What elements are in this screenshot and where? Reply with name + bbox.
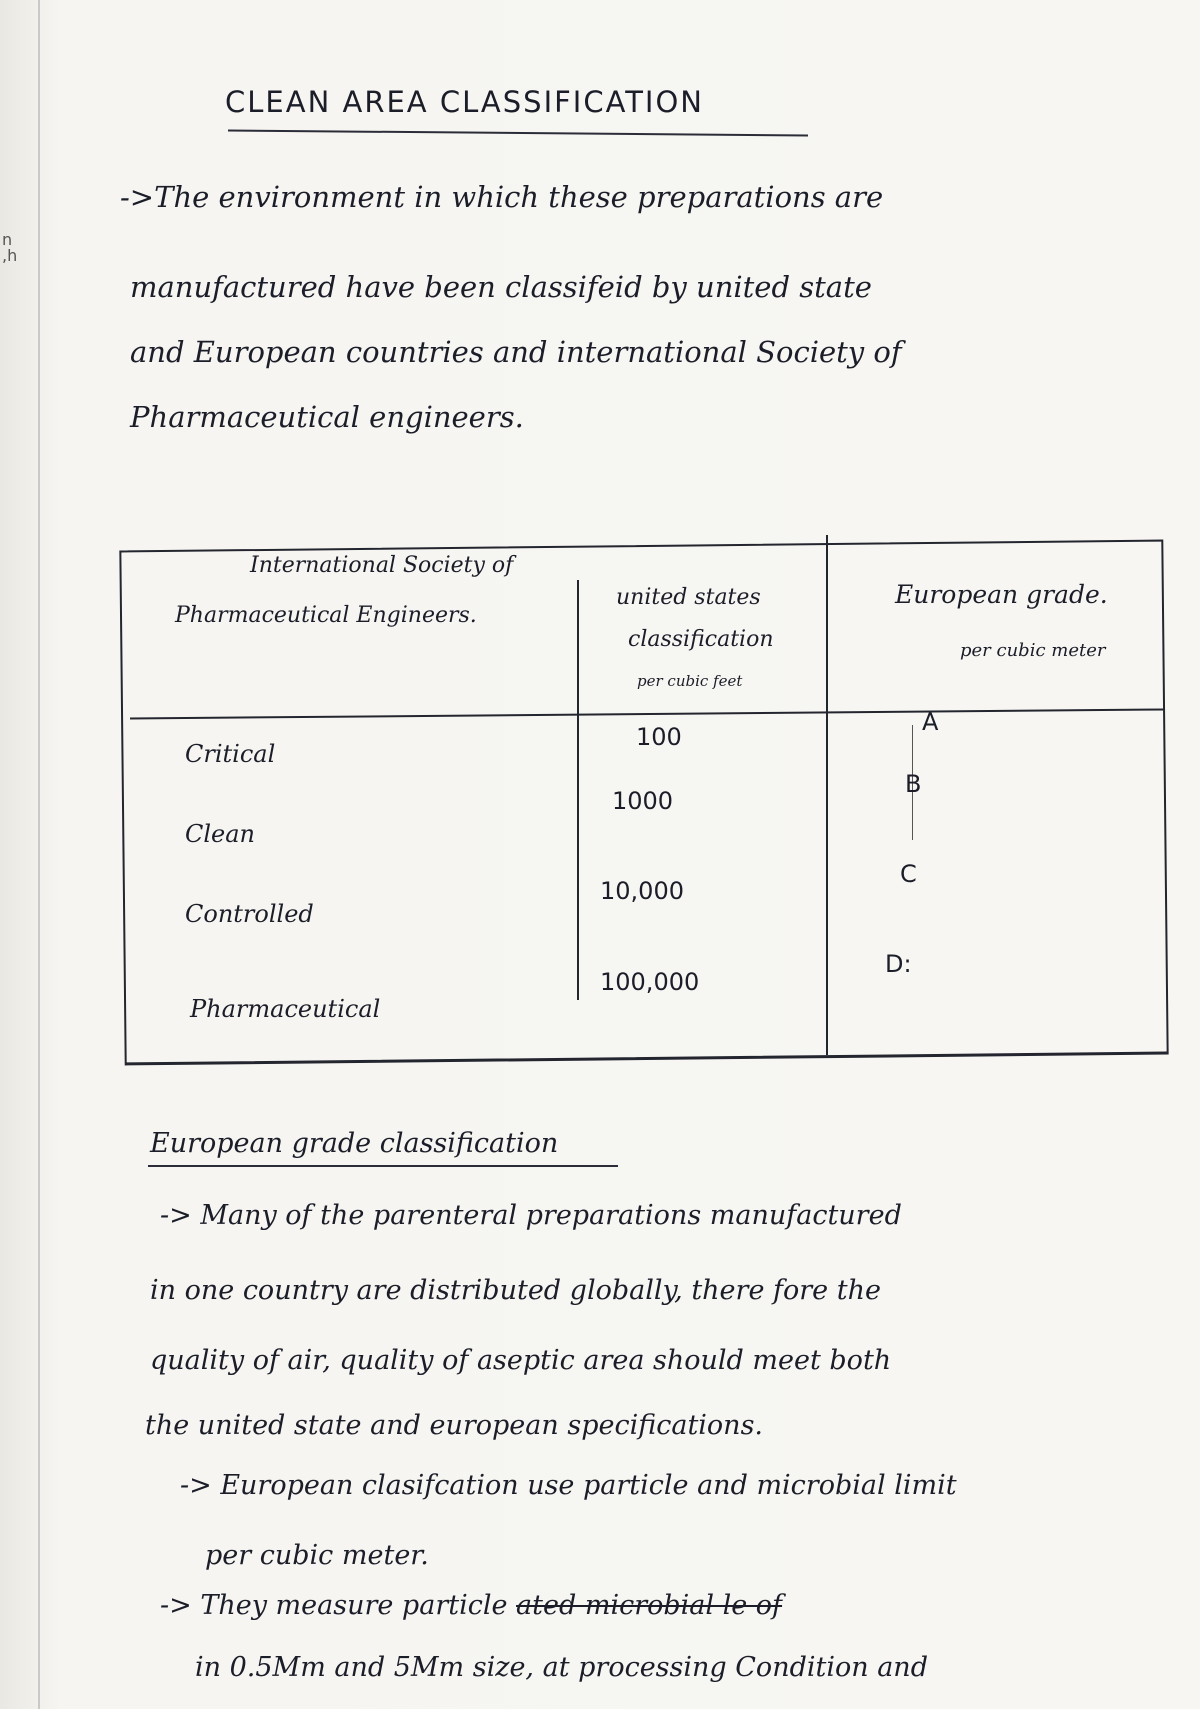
table-row-category: Pharmaceutical — [190, 995, 381, 1023]
header-ispe-line-2: Pharmaceutical Engineers. — [175, 603, 477, 628]
section-line-8: in 0.5Mm and 5Mm size, at processing Condition and — [195, 1652, 928, 1683]
table-row-category: Clean — [185, 820, 256, 848]
table-row-us-value: 100,000 — [600, 968, 700, 996]
table-row-eu-grade: D: — [885, 950, 912, 978]
section-line-3: quality of air, quality of aseptic area should meet both — [150, 1345, 892, 1376]
table-row-eu-grade: C — [900, 860, 917, 888]
section-line-7 — [160, 1590, 782, 1621]
header-eu-line-2: per cubic meter — [960, 640, 1106, 661]
section-line-2: in one country are distributed globally, there fore the — [150, 1275, 881, 1306]
section-heading-underline — [148, 1165, 618, 1167]
section-line-5: -> European clasifcation use particle and microbial limit — [180, 1470, 957, 1501]
page-title: CLEAN AREA CLASSIFICATION — [225, 85, 704, 119]
header-us-line-1: united states — [616, 585, 761, 610]
table-row-category: Controlled — [185, 900, 314, 928]
title-underline — [228, 129, 808, 136]
header-us-line-2: classification — [628, 627, 774, 652]
header-ispe-line-1: International Society of — [250, 553, 514, 578]
section-line-6: per cubic meter. — [205, 1540, 429, 1571]
intro-line-3: and European countries and international Society of — [130, 335, 902, 369]
intro-line-2: manufactured have been classifeid by united state — [130, 270, 872, 304]
table-row-category: Critical — [185, 740, 276, 768]
struck-out-text: ated microbial le of — [516, 1590, 783, 1621]
intro-line-1: ->The environment in which these preparations are — [120, 180, 884, 214]
margin-line — [38, 0, 40, 1709]
section-line-7-text: -> They measure particle — [160, 1590, 508, 1621]
section-line-1: -> Many of the parenteral preparations manufactured — [160, 1200, 902, 1231]
table-column-divider-1 — [577, 580, 579, 1000]
section-line-4: the united state and european specifications. — [145, 1410, 764, 1441]
header-us-line-3: per cubic feet — [637, 672, 743, 690]
header-eu-line-1: European grade. — [895, 580, 1108, 609]
intro-line-4: Pharmaceutical engineers. — [130, 400, 524, 434]
table-row-eu-grade: B — [905, 770, 922, 798]
edge-marks: n ,h — [2, 230, 18, 265]
section-heading: European grade classification — [150, 1128, 559, 1159]
table-row-us-value: 10,000 — [600, 877, 684, 905]
table-row-us-value: 1000 — [612, 787, 674, 815]
table-row-eu-grade: A — [922, 708, 939, 736]
table-column-divider-2 — [826, 535, 828, 1055]
table-row-us-value: 100 — [636, 723, 682, 751]
